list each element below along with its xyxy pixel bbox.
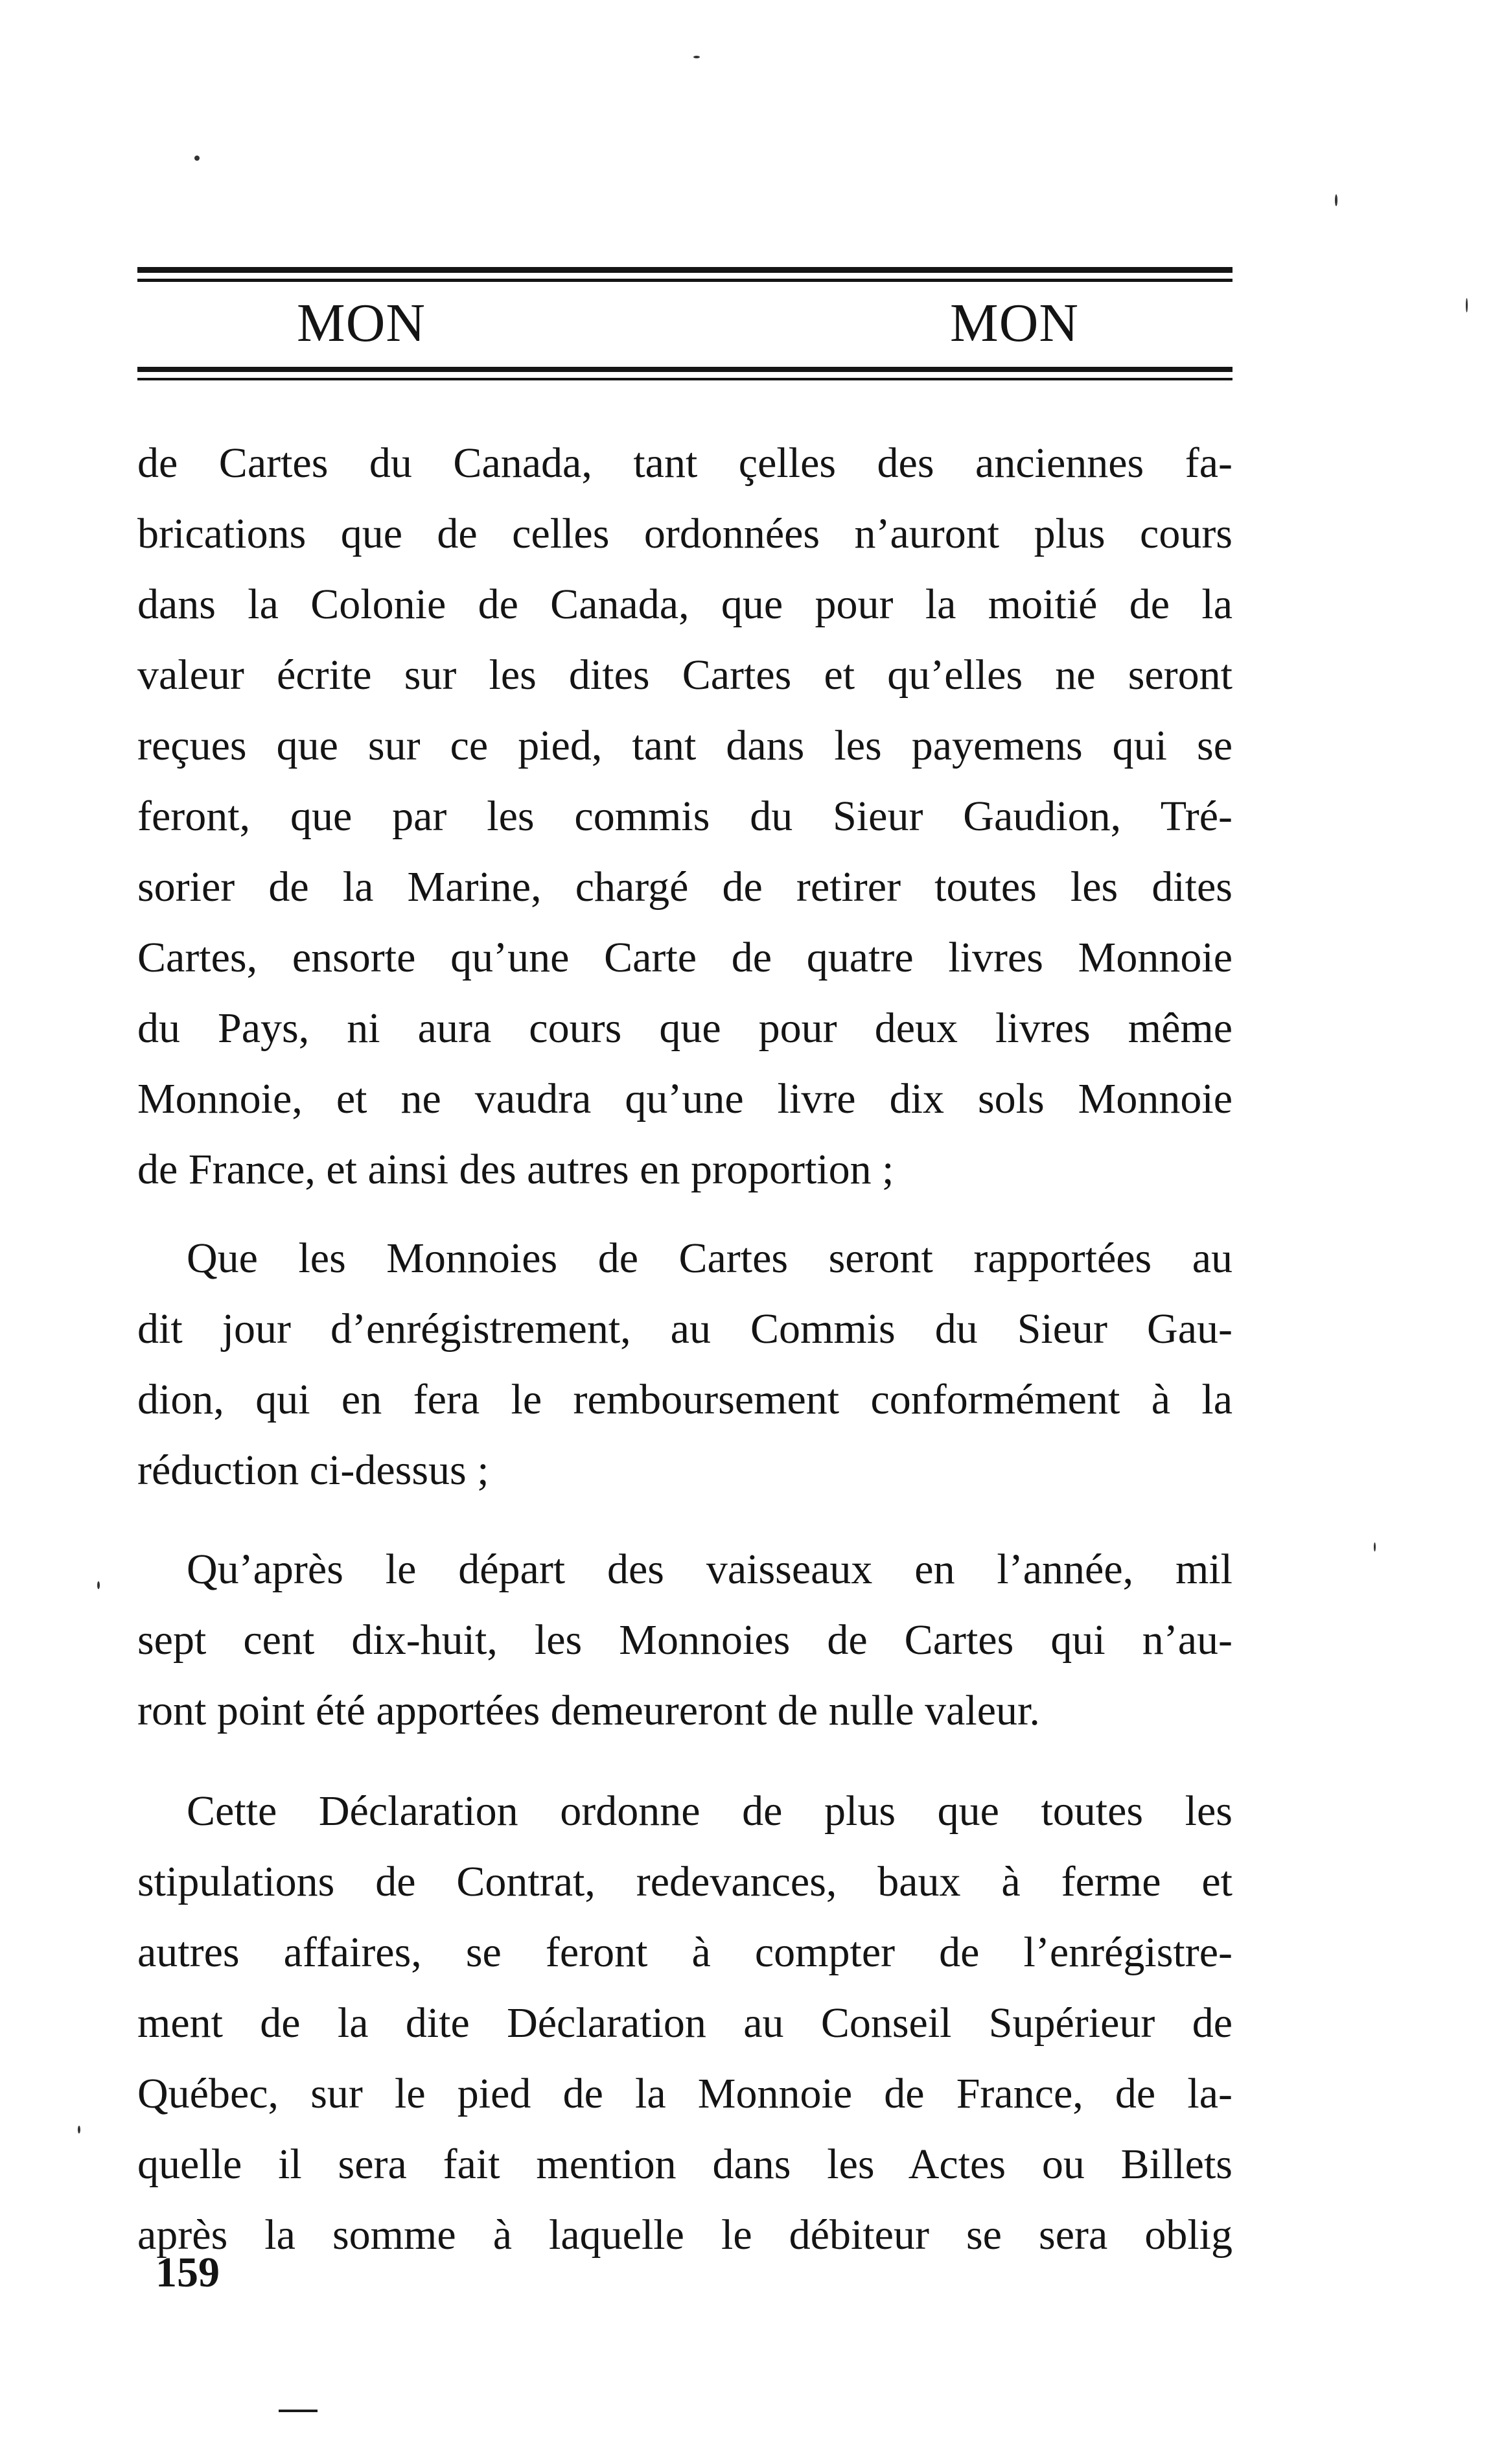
text-line: Que les Monnoies de Cartes seront rapportées au — [187, 1235, 1233, 1282]
running-head-left: MON — [297, 293, 426, 353]
scan-speck — [693, 56, 700, 58]
text-line: dion, qui en fera le remboursement conformément à la — [137, 1376, 1233, 1423]
text-line: dit jour d’enrégistrement, au Commis du Sieur Gau- — [137, 1305, 1233, 1353]
header-rule-top-thick — [137, 267, 1233, 273]
scan-speck — [97, 1581, 100, 1589]
text-line: quelle il sera fait mention dans les Actes ou Billets — [137, 2141, 1233, 2188]
text-line: Monnoie, et ne vaudra qu’une livre dix sols Monnoie — [137, 1075, 1233, 1122]
text-line: autres affaires, se feront à compter de l’enrégistre- — [137, 1929, 1233, 1976]
text-line: feront, que par les commis du Sieur Gaudion, Tré- — [137, 793, 1233, 840]
text-line: de Cartes du Canada, tant çelles des anciennes fa- — [137, 439, 1233, 487]
page-number: 159 — [156, 2249, 220, 2296]
text-line: stipulations de Contrat, redevances, baux à ferme et — [137, 1858, 1233, 1905]
scan-speck — [78, 2126, 80, 2133]
text-line: valeur écrite sur les dites Cartes et qu’elles ne seront — [137, 651, 1233, 699]
footer-dash — [279, 2410, 318, 2412]
header-rule-top-thin — [137, 279, 1233, 282]
text-line: reçues que sur ce pied, tant dans les payemens qui se — [137, 722, 1233, 769]
paragraph-2 — [137, 1223, 1233, 1505]
text-line: sorier de la Marine, chargé de retirer toutes les dites — [137, 863, 1233, 911]
text-line: Cette Déclaration ordonne de plus que toutes les — [187, 1787, 1233, 1835]
scan-speck — [194, 156, 200, 161]
text-line: du Pays, ni aura cours que pour deux livres même — [137, 1005, 1233, 1052]
paragraph-1 — [137, 428, 1233, 1205]
paragraph-4 — [137, 1776, 1233, 2270]
text-line-last: de France, et ainsi des autres en proportion ; — [137, 1146, 894, 1193]
text-line: après la somme à laquelle le débiteur se sera oblig — [137, 2211, 1233, 2259]
scan-speck — [1374, 1542, 1376, 1552]
running-head-right: MON — [950, 293, 1080, 353]
text-line-last: ront point été apportées demeureront de nulle valeur. — [137, 1687, 1040, 1734]
text-line: Québec, sur le pied de la Monnoie de France, de la- — [137, 2070, 1233, 2117]
text-line: ment de la dite Déclaration au Conseil Supérieur de — [137, 1999, 1233, 2047]
header-rule-bottom-thin — [137, 378, 1233, 380]
text-line: brications que de celles ordonnées n’auront plus cours — [137, 510, 1233, 557]
text-line: sept cent dix-huit, les Monnoies de Cartes qui n’au- — [137, 1616, 1233, 1664]
text-line-last: réduction ci-dessus ; — [137, 1447, 489, 1494]
scan-speck — [1466, 298, 1468, 312]
header-rule-bottom-thick — [137, 367, 1233, 372]
scan-speck — [1335, 194, 1337, 206]
paragraph-3 — [137, 1534, 1233, 1746]
text-line: dans la Colonie de Canada, que pour la moitié de la — [137, 581, 1233, 628]
text-line: Qu’après le départ des vaisseaux en l’année, mil — [187, 1546, 1233, 1593]
text-line: Cartes, ensorte qu’une Carte de quatre livres Monnoie — [137, 934, 1233, 981]
